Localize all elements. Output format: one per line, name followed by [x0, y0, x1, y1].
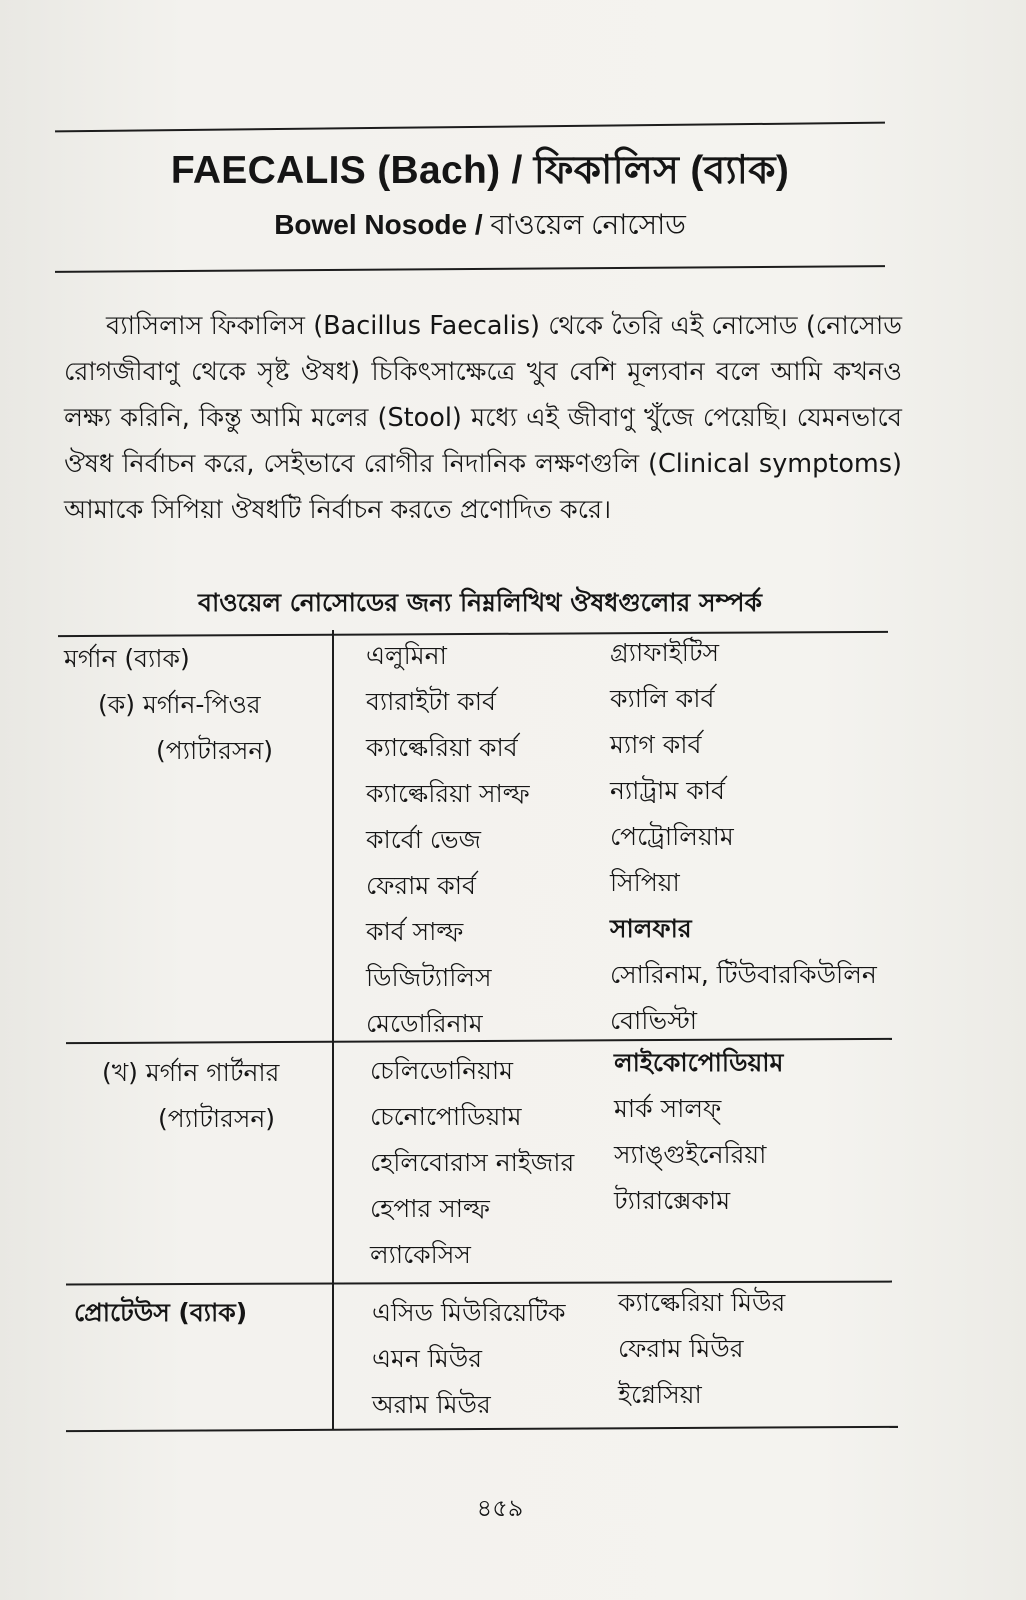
section-1-label	[64, 636, 273, 774]
remedy-item: লাইকোপোডিয়াম	[614, 1048, 784, 1077]
remedy-item: এমন মিউর	[372, 1344, 483, 1373]
remedy-item: কার্বো ভেজ	[366, 825, 482, 854]
section-label-line: মর্গান (ব্যাক)	[64, 644, 190, 673]
remedy-item: চেলিডোনিয়াম	[370, 1056, 514, 1085]
section-2-col1	[370, 1048, 574, 1278]
intro-paragraph: ব্যাসিলাস ফিকালিস (Bacillus Faecalis) থেকে তৈরি এই নোসোড (নোসোড রোগজীবাণু থেকে সৃষ্ট ঔষধ) চিকিৎসাক্ষেত্রে খুব বেশি মূল্যবান বলে আমি কখনও লক্ষ্য করিনি, কিন্তু আমি মলের (Stool) মধ্যে এই জীবাণু খুঁজে পেয়েছি। যেমনভাবে ঔষধ নির্বাচন করে, সেইভাবে রোগীর নিদানিক লক্ষণগুলি (Clinical symptoms) আমাকে সিপিয়া ঔষধটি নির্বাচন করতে প্রণোদিত করে।	[64, 311, 902, 525]
header-bottom-rule	[55, 265, 885, 273]
remedy-item: ফেরাম মিউর	[618, 1334, 744, 1363]
remedy-item: ইগ্নেসিয়া	[618, 1380, 702, 1409]
section-2-col2	[614, 1040, 783, 1224]
remedy-item: ডিজিট্যালিস	[366, 963, 492, 992]
remedy-item: পেট্রোলিয়াম	[610, 822, 734, 851]
section-3-label	[74, 1290, 247, 1336]
remedy-item: গ্র্যাফাইটিস	[610, 638, 720, 667]
page-number: ৪৫৯	[476, 1494, 524, 1522]
remedy-item: ক্যাল্কেরিয়া সাল্ফ	[366, 779, 530, 808]
section-2-label	[102, 1050, 279, 1142]
table-heading: বাওয়েল নোসোডের জন্য নিম্নলিখিথ ঔষধগুলোর সম্পর্ক	[198, 588, 762, 617]
remedy-item: ল্যাকেসিস	[370, 1240, 471, 1269]
section-label-line: (ক) মর্গান-পিওর	[98, 690, 261, 719]
remedy-item: মার্ক সালফ্	[614, 1094, 722, 1123]
section-1-col1	[366, 633, 530, 1047]
section-label-line: (প্যাটারসন)	[156, 736, 274, 765]
subtitle-english: Bowel Nosode /	[274, 209, 483, 240]
remedy-item: সালফার	[610, 914, 692, 943]
remedy-item: ক্যালি কার্ব	[610, 684, 715, 713]
section-3-col1	[372, 1290, 565, 1428]
section-label-line: (খ) মর্গান গার্টনার	[102, 1058, 280, 1087]
remedy-item: ন্যাট্রাম কার্ব	[610, 776, 725, 805]
remedy-item: হেলিবোরাস নাইজার	[370, 1148, 575, 1177]
remedy-item: স্যাঙ্গুইনেরিয়া	[614, 1140, 767, 1169]
section-3-col2	[618, 1280, 785, 1418]
remedy-item: হেপার সাল্ফ	[370, 1194, 490, 1223]
section-label-line: প্রোটেউস (ব্যাক)	[74, 1298, 248, 1327]
remedy-item: ব্যারাইটা কার্ব	[366, 687, 496, 716]
subtitle-bengali: বাওয়েল নোসোড	[482, 209, 686, 240]
remedy-item: সোরিনাম, টিউবারকিউলিন	[610, 960, 877, 989]
remedy-item: বোভিস্টা	[610, 1006, 698, 1035]
top-rule	[55, 122, 885, 133]
page-title: FAECALIS (Bach) / ফিকালিস (ব্যাক)	[170, 149, 790, 192]
remedy-item: ম্যাগ কার্ব	[610, 730, 702, 759]
section-1-col2	[610, 630, 877, 1044]
remedy-item: ক্যাল্কেরিয়া কার্ব	[366, 733, 518, 762]
remedy-item: ফেরাম কার্ব	[366, 871, 476, 900]
remedy-item: চেনোপোডিয়াম	[370, 1102, 522, 1131]
remedy-item: অরাম মিউর	[372, 1390, 491, 1419]
remedy-item: ক্যাল্কেরিয়া মিউর	[618, 1288, 786, 1317]
remedy-item: মেডোরিনাম	[366, 1009, 483, 1038]
table-column-divider	[332, 630, 334, 1430]
remedy-item: ট্যারাক্সেকাম	[614, 1186, 731, 1215]
remedy-item: এলুমিনা	[366, 641, 447, 670]
page-subtitle	[60, 203, 900, 250]
remedy-item: এসিড মিউরিয়েটিক	[372, 1298, 566, 1327]
section-label-line: (প্যাটারসন)	[158, 1104, 276, 1133]
remedy-item: সিপিয়া	[610, 868, 680, 897]
remedy-item: কার্ব সাল্ফ	[366, 917, 464, 946]
